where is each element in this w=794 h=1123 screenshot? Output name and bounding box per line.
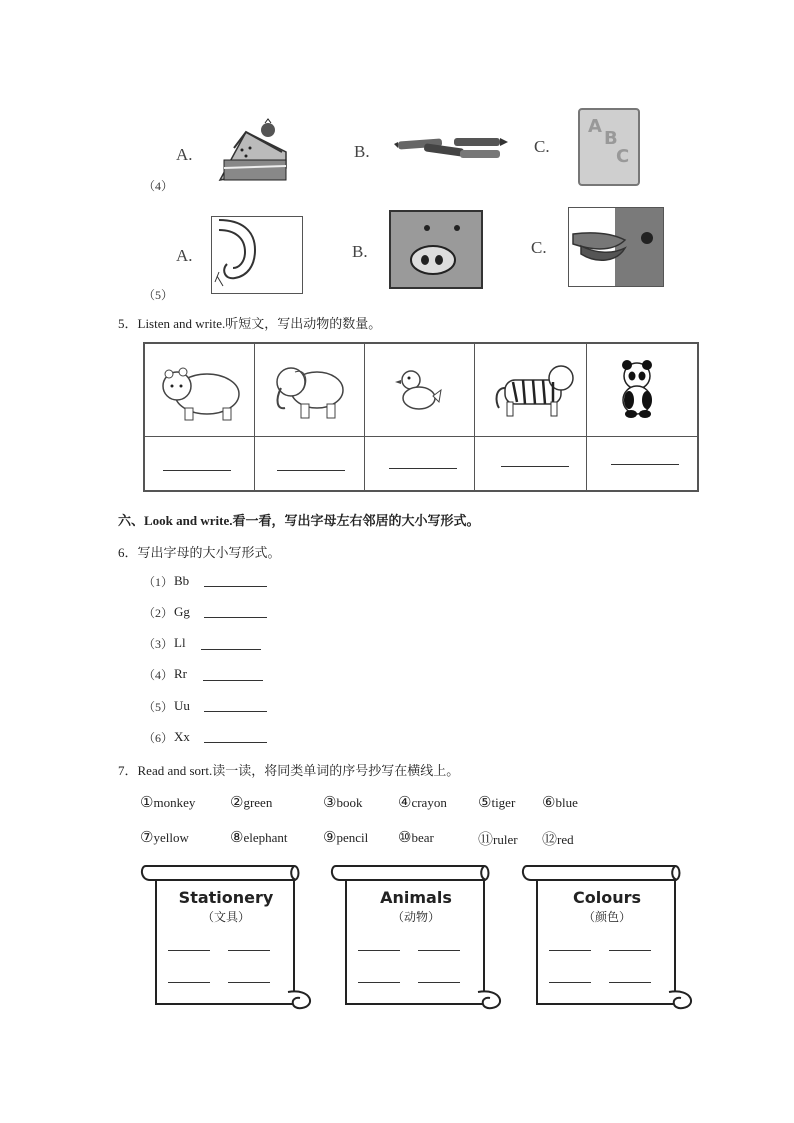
answer-line[interactable] [204, 586, 267, 587]
option-b-label: B. [352, 242, 368, 261]
scroll-subtitle: （文具） [201, 910, 250, 924]
answer-line[interactable] [609, 950, 651, 951]
letter-pair: Rr [174, 666, 187, 681]
word-item: ⑨pencil [323, 830, 369, 846]
answer-line[interactable] [168, 982, 210, 983]
answer-line[interactable] [203, 680, 263, 681]
animal-count-table [143, 342, 699, 492]
answer-line[interactable] [501, 466, 569, 467]
scroll-frame [140, 858, 318, 1010]
answer-line[interactable] [358, 982, 400, 983]
answer-line[interactable] [358, 950, 400, 951]
answer-line[interactable] [168, 950, 210, 951]
panda-icon [619, 360, 659, 418]
item-number: （4） [143, 668, 174, 682]
item-number: （2） [143, 606, 174, 620]
answer-line[interactable] [549, 950, 591, 951]
pig-nose-icon [389, 210, 483, 289]
letter-pair: Bb [174, 573, 190, 588]
word-item: ②green [230, 795, 273, 811]
answer-line[interactable] [277, 470, 345, 471]
elephant-icon [269, 360, 351, 424]
scroll-colours [521, 858, 701, 1010]
scroll-title: Stationery [178, 888, 274, 907]
letter-pair: Xx [174, 729, 190, 744]
cake-icon [216, 118, 292, 188]
q6-prompt: 6．写出字母的大小写形式。 [118, 545, 281, 560]
answer-line[interactable] [204, 711, 267, 712]
answer-line[interactable] [389, 468, 457, 469]
letter-pair: Gg [174, 604, 190, 619]
elephant-trunk-icon [211, 216, 303, 294]
answer-line[interactable] [418, 950, 460, 951]
book-letter-b: B [604, 128, 618, 149]
word-item: ⑪ruler [478, 832, 518, 848]
word-item: ⑦yellow [140, 830, 189, 846]
answer-line[interactable] [204, 617, 267, 618]
letter-pair: Uu [174, 698, 190, 713]
tiger-icon [491, 358, 577, 422]
question-number: （5） [143, 288, 174, 302]
answer-line[interactable] [163, 470, 231, 471]
scroll-frame [330, 858, 508, 1010]
answer-line[interactable] [228, 982, 270, 983]
duck-beak-icon [568, 207, 664, 287]
item-number: （3） [143, 637, 174, 651]
question-number: （4） [143, 179, 174, 193]
q7-prompt: 7．Read and sort.读一读，将同类单词的序号抄写在横线上。 [118, 763, 460, 778]
scroll-title: Animals [380, 888, 452, 907]
word-item: ③book [323, 795, 363, 811]
book-letter-a: A [588, 116, 602, 137]
answer-line[interactable] [549, 982, 591, 983]
item-number: （1） [143, 575, 174, 589]
crayons-icon [394, 130, 510, 166]
option-c-label: C. [531, 238, 547, 257]
letter-pair: Ll [174, 635, 186, 650]
word-item: ⑧elephant [230, 830, 288, 846]
scroll-subtitle: （颜色） [582, 910, 631, 924]
section-6-heading: 六、Look and write.看一看，写出字母左右邻居的大小写形式。 [118, 513, 480, 528]
answer-line[interactable] [204, 742, 267, 743]
option-c-label: C. [534, 137, 550, 156]
bird-icon [395, 366, 443, 418]
q5-prompt: 5．Listen and write.听短文，写出动物的数量。 [118, 316, 382, 331]
bear-icon [159, 364, 241, 422]
scroll-stationery [140, 858, 318, 1010]
answer-line[interactable] [201, 649, 261, 650]
word-item: ⑫red [542, 832, 574, 848]
word-item: ⑩bear [398, 830, 434, 846]
book-letter-c: C [616, 146, 630, 167]
scroll-title: Colours [572, 888, 641, 907]
scroll-subtitle: （动物） [391, 910, 440, 924]
answer-line[interactable] [418, 982, 460, 983]
answer-line[interactable] [611, 464, 679, 465]
option-b-label: B. [354, 142, 370, 161]
scroll-frame [521, 858, 701, 1010]
word-item: ①monkey [140, 795, 196, 811]
word-item: ⑤tiger [478, 795, 516, 811]
item-number: （6） [143, 731, 174, 745]
option-a-label: A. [176, 246, 193, 265]
word-item: ⑥blue [542, 795, 578, 811]
option-a-label: A. [176, 145, 193, 164]
scroll-animals [330, 858, 508, 1010]
abc-book-icon [578, 108, 640, 186]
answer-line[interactable] [228, 950, 270, 951]
answer-line[interactable] [609, 982, 651, 983]
word-item: ④crayon [398, 795, 447, 811]
item-number: （5） [143, 700, 174, 714]
